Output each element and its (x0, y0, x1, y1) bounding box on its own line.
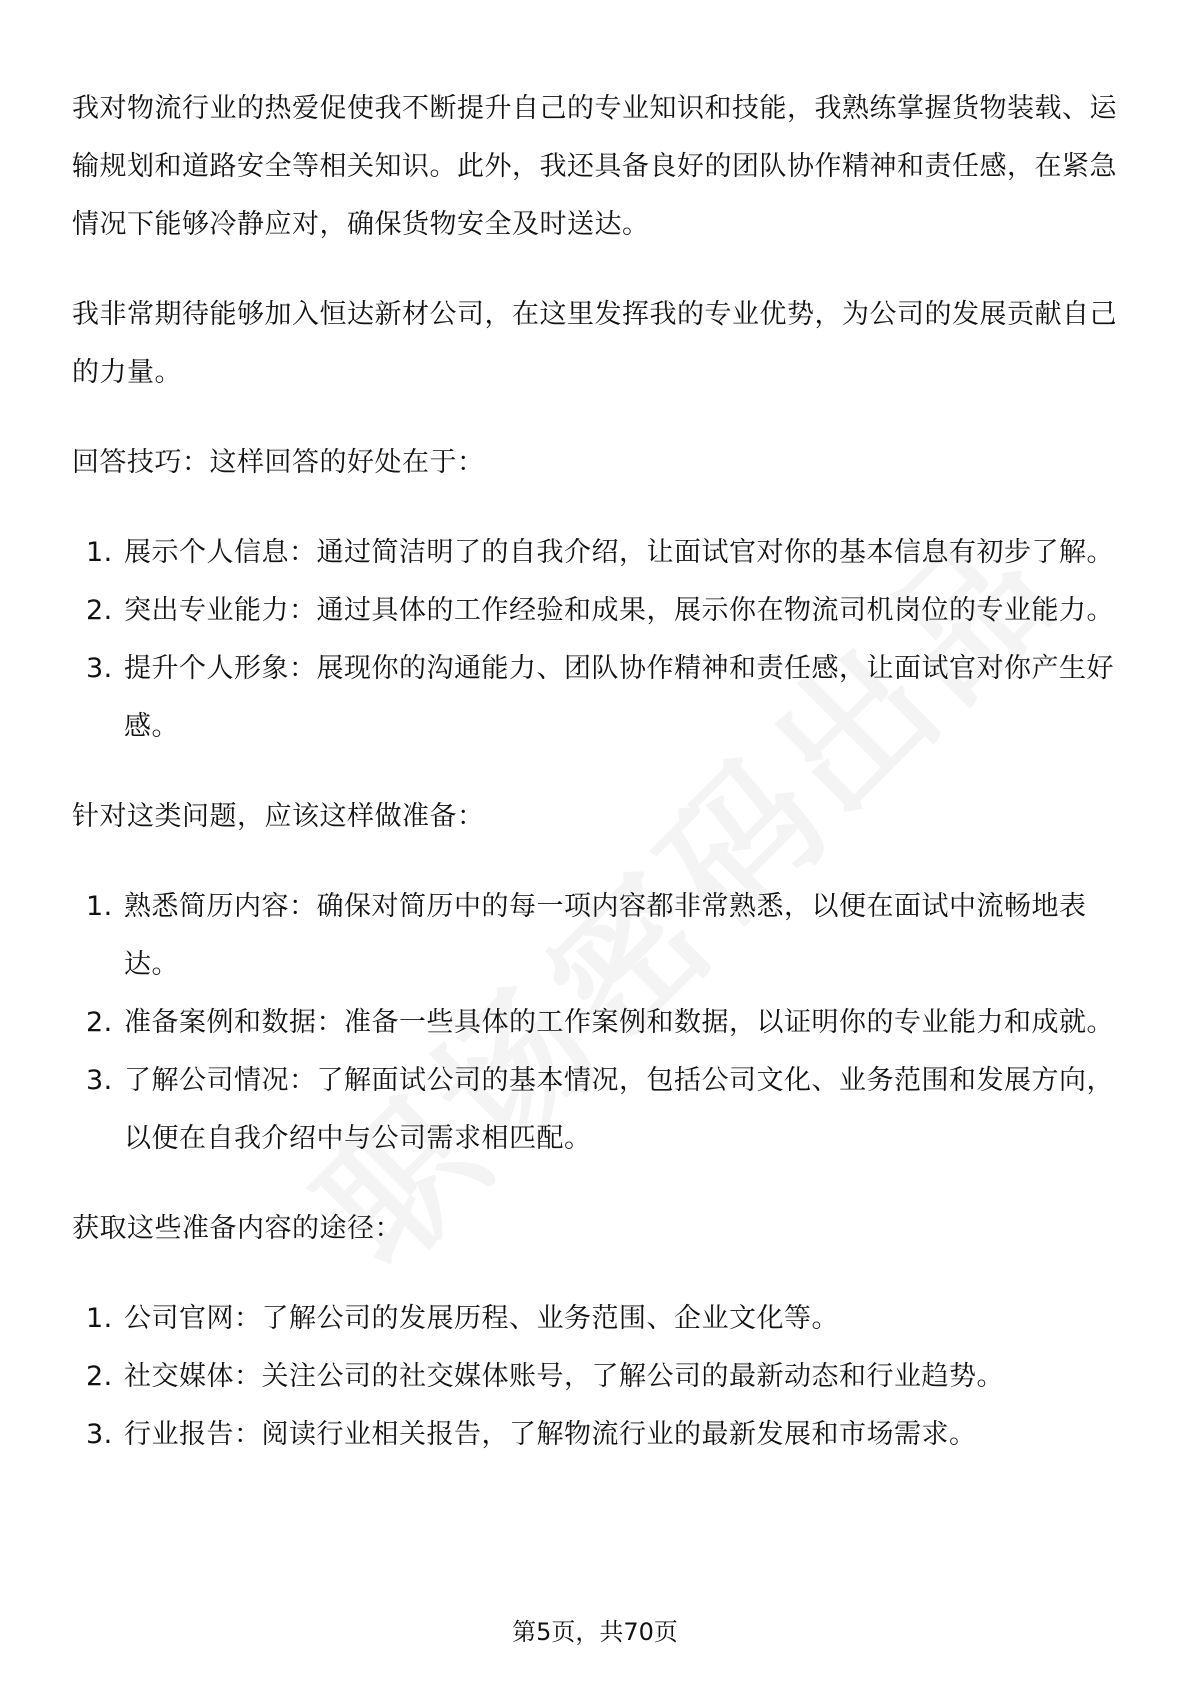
answer-tips-list (72, 524, 1118, 756)
list-item (72, 524, 1118, 582)
list-number: 1. (86, 537, 113, 568)
sources-list (72, 1290, 1118, 1464)
list-item-text: 展示个人信息：通过简洁明了的自我介绍，让面试官对你的基本信息有初步了解。 (124, 537, 1114, 568)
list-item-text: 公司官网：了解公司的发展历程、业务范围、企业文化等。 (124, 1303, 839, 1334)
paragraph-expectation: 我非常期待能够加入恒达新材公司，在这里发挥我的专业优势，为公司的发展贡献自己的力量。 (72, 299, 1117, 388)
list-item-text: 准备案例和数据：准备一些具体的工作案例和数据，以证明你的专业能力和成就。 (124, 1007, 1114, 1038)
list-item (72, 1052, 1118, 1168)
list-number: 2. (86, 1361, 113, 1392)
list-item (72, 1348, 1118, 1406)
list-item-text: 社交媒体：关注公司的社交媒体账号，了解公司的最新动态和行业趋势。 (124, 1361, 1004, 1392)
list-item-text: 突出专业能力：通过具体的工作经验和成果，展示你在物流司机岗位的专业能力。 (124, 595, 1114, 626)
list-item-text: 了解公司情况：了解面试公司的基本情况，包括公司文化、业务范围和发展方向，以便在自我介绍中与公司需求相匹配。 (124, 1065, 1114, 1154)
list-item-text: 熟悉简历内容：确保对简历中的每一项内容都非常熟悉，以便在面试中流畅地表达。 (124, 891, 1087, 980)
paragraph-intro-skills: 我对物流行业的热爱促使我不断提升自己的专业知识和技能，我熟练掌握货物装载、运输规划和道路安全等相关知识。此外，我还具备良好的团队协作精神和责任感，在紧急情况下能够冷静应对，确保货物安全及时送达。 (72, 93, 1117, 240)
list-item (72, 582, 1118, 640)
list-number: 1. (86, 1303, 113, 1334)
list-item (72, 994, 1118, 1052)
list-item (72, 640, 1118, 756)
section-heading-preparation: 针对这类问题，应该这样做准备： (72, 801, 485, 832)
list-item-text: 提升个人形象：展现你的沟通能力、团队协作精神和责任感，让面试官对你产生好感。 (124, 653, 1114, 742)
section-heading-answer-tips: 回答技巧：这样回答的好处在于： (72, 447, 485, 478)
list-item (72, 1406, 1118, 1464)
list-number: 3. (86, 1065, 113, 1096)
list-item (72, 1290, 1118, 1348)
preparation-list (72, 878, 1118, 1168)
list-item-text: 行业报告：阅读行业相关报告，了解物流行业的最新发展和市场需求。 (124, 1419, 977, 1450)
list-number: 1. (86, 891, 113, 922)
page-number-footer: 第5页，共70页 (512, 1618, 678, 1646)
list-number: 3. (86, 653, 113, 684)
list-number: 3. (86, 1419, 113, 1450)
list-number: 2. (86, 1007, 113, 1038)
document-body (72, 80, 1118, 1496)
list-number: 2. (86, 595, 113, 626)
list-item (72, 878, 1118, 994)
section-heading-sources: 获取这些准备内容的途径： (72, 1213, 402, 1244)
